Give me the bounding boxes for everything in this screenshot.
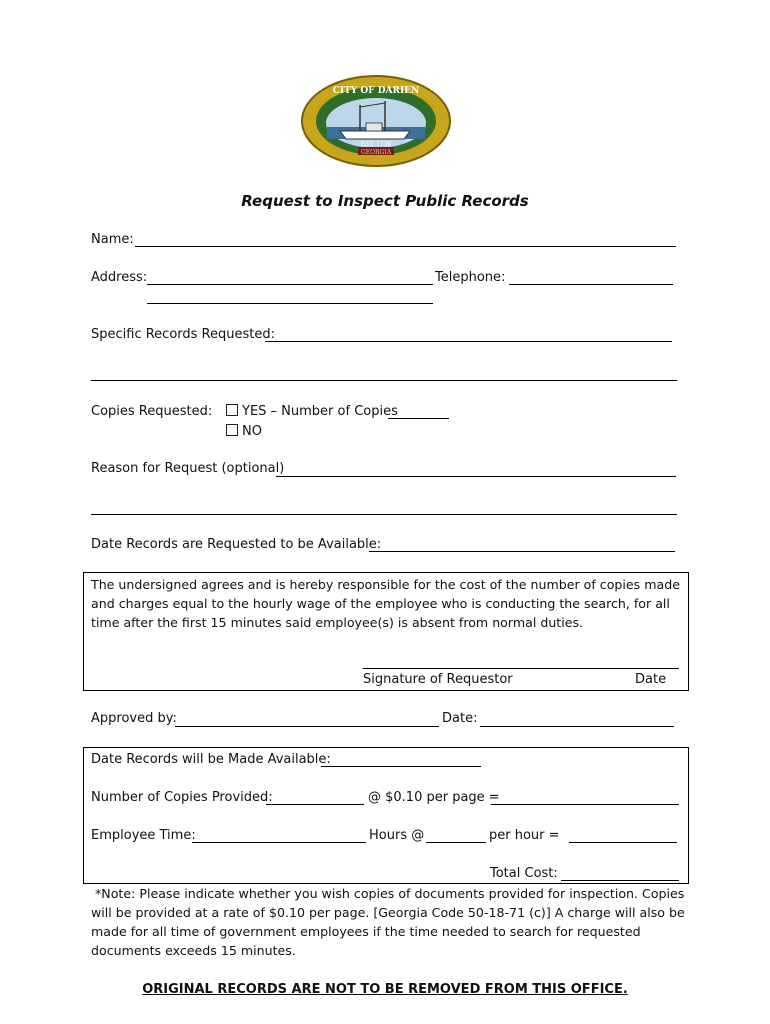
- approved-by-field[interactable]: [175, 726, 439, 727]
- specific-records-field[interactable]: [265, 341, 672, 342]
- svg-text:EST. 1736: EST. 1736: [360, 141, 392, 148]
- svg-text:GEORGIA: GEORGIA: [360, 149, 392, 156]
- name-label: Name:: [91, 232, 134, 247]
- employee-time-field[interactable]: [192, 842, 366, 843]
- checkbox-yes[interactable]: [226, 404, 238, 416]
- address-label: Address:: [91, 270, 148, 285]
- office-use-box: [83, 747, 689, 884]
- total-cost-field[interactable]: [561, 880, 679, 881]
- hourly-rate-field[interactable]: [426, 842, 486, 843]
- checkbox-no[interactable]: [226, 424, 238, 436]
- signature-field[interactable]: [363, 668, 679, 669]
- page-title: Request to Inspect Public Records: [241, 192, 529, 210]
- note-line-1: *Note: Please indicate whether you wish copies of documents provided for inspection. Copies: [95, 886, 685, 901]
- total-cost-label: Total Cost:: [490, 866, 558, 881]
- approval-date-field[interactable]: [480, 726, 674, 727]
- copies-yes-label: YES – Number of Copies: [242, 404, 398, 419]
- made-available-label: Date Records will be Made Available:: [91, 752, 331, 767]
- copies-requested-label: Copies Requested:: [91, 404, 213, 419]
- time-cost-field[interactable]: [569, 842, 677, 843]
- copies-cost-field[interactable]: [491, 804, 679, 805]
- telephone-field[interactable]: [509, 284, 673, 285]
- number-of-copies-field[interactable]: [388, 418, 449, 419]
- note-line-3: made for all time of government employees if the time needed to search for requested: [91, 924, 641, 939]
- name-field[interactable]: [135, 246, 676, 247]
- footer-warning: ORIGINAL RECORDS ARE NOT TO BE REMOVED FROM THIS OFFICE.: [142, 982, 628, 997]
- made-available-field[interactable]: [321, 766, 481, 767]
- copies-provided-field[interactable]: [266, 804, 364, 805]
- address-field[interactable]: [147, 284, 433, 285]
- copies-provided-label: Number of Copies Provided:: [91, 790, 273, 805]
- agreement-box: [83, 572, 689, 691]
- reason-field-line-2[interactable]: [91, 514, 677, 515]
- specific-records-field-line-2[interactable]: [91, 380, 677, 381]
- agreement-text-line-1: The undersigned agrees and is hereby responsible for the cost of the number of copies made: [91, 577, 680, 592]
- signature-date-label: Date: [635, 672, 667, 687]
- reason-field[interactable]: [276, 476, 676, 477]
- employee-time-label: Employee Time:: [91, 828, 196, 843]
- note-line-4: documents exceeds 15 minutes.: [91, 943, 296, 958]
- agreement-text-line-2: and charges equal to the hourly wage of the employee who is conducting the search, for all: [91, 596, 670, 611]
- copies-no-label: NO: [242, 424, 262, 439]
- address-field-line-2[interactable]: [147, 303, 433, 304]
- hours-label: Hours @: [369, 828, 425, 843]
- signature-label: Signature of Requestor: [363, 672, 513, 687]
- approval-date-label: Date:: [442, 711, 478, 726]
- copies-no-option[interactable]: [226, 424, 262, 439]
- date-available-label: Date Records are Requested to be Available:: [91, 537, 382, 552]
- per-hour-label: per hour =: [489, 828, 560, 843]
- approved-by-label: Approved by:: [91, 711, 177, 726]
- note-line-2: will be provided at a rate of $0.10 per page. [Georgia Code 50-18-71 (c)] A charge will also be: [91, 905, 685, 920]
- reason-label: Reason for Request (optional): [91, 461, 285, 476]
- copies-yes-option[interactable]: [226, 404, 398, 419]
- city-seal-logo: [300, 75, 452, 167]
- telephone-label: Telephone:: [435, 270, 506, 285]
- date-available-field[interactable]: [369, 551, 675, 552]
- agreement-text-line-3: time after the first 15 minutes said employee(s) is absent from normal duties.: [91, 615, 584, 630]
- svg-text:CITY OF DARIEN: CITY OF DARIEN: [332, 86, 420, 96]
- specific-records-label: Specific Records Requested:: [91, 327, 275, 342]
- rate-label: @ $0.10 per page =: [368, 790, 500, 805]
